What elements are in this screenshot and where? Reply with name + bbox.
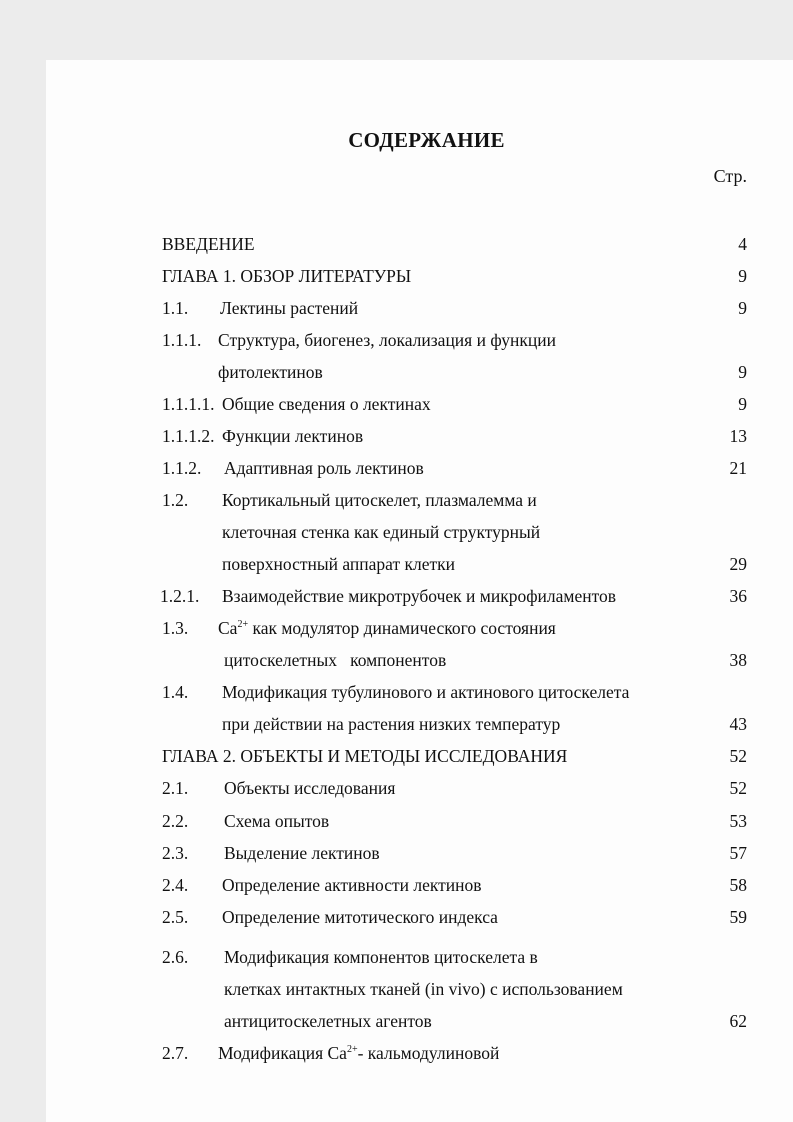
toc-entry [222,522,540,542]
toc-entry-number: 2.6. [162,947,189,967]
toc-entry-text: Адаптивная роль лектинов [224,458,424,478]
toc-entry-text: Модификация тубулинового и актинового цитоскелета [222,682,630,702]
toc-page-number: 9 [738,362,747,382]
toc-entry [224,979,623,999]
toc-entry-number: 1.1.2. [162,458,202,478]
toc-entry-text: цитоскелетных компонентов [224,650,447,670]
toc-entry-text: Модификация компонентов цитоскелета в [224,947,538,967]
toc-page-number: 52 [729,778,747,798]
toc-entry-number: 1.2.1. [160,586,200,606]
toc-entry-text: Взаимодействие микротрубочек и микрофиламентов [222,586,617,606]
page-title: СОДЕРЖАНИЕ [348,128,505,152]
toc-page-number: 36 [729,586,747,606]
toc-page-number: 59 [729,907,747,927]
toc-entry-number: 2.3. [162,843,189,863]
toc-entry-text: при действии на растения низких температур [222,714,561,734]
toc-entry-text: ГЛАВА 1. ОБЗОР ЛИТЕРАТУРЫ [162,266,412,286]
toc-entry [224,1011,432,1031]
toc-entry-text: ГЛАВА 2. ОБЪЕКТЫ И МЕТОДЫ ИССЛЕДОВАНИЯ [162,746,568,766]
toc-page-number: 13 [729,426,747,446]
toc-entry-text: Лектины растений [220,298,359,318]
toc-entry-number: 1.1.1. [162,330,202,350]
toc-entry [222,714,560,734]
toc-entry [162,234,255,254]
toc-entry-text: Структура, биогенез, локализация и функции [218,330,556,350]
toc-entry-text: Кортикальный цитоскелет, плазмалемма и [222,490,537,510]
toc-page-number: 53 [729,811,747,831]
toc-entry-text: клеточная стенка как единый структурный [222,522,541,542]
toc-entry-text: Модификация $Ca^{2+}-$ кальмодулиновой [218,1043,500,1063]
toc-entry-text: $Ca^{2+}$ как модулятор динамического состояния [218,618,556,638]
toc-entry-text: клетках интактных тканей (in vivo) с использованием [224,979,623,999]
toc-entry [218,362,323,382]
toc-page-number: 62 [729,1011,747,1031]
toc-entry [162,746,567,766]
toc-page-number: 57 [729,843,747,863]
toc-entry-text: Общие сведения о лектинах [222,394,431,414]
toc-entry [162,266,411,286]
toc-page-number: 9 [738,394,747,414]
toc-entry-number: 2.1. [162,778,189,798]
toc-page-number: 4 [738,234,747,254]
toc-entry [224,650,446,670]
toc-entry-number: 2.5. [162,907,189,927]
toc-entry-number: 1.1. [162,298,189,318]
toc-page-number: 43 [729,714,747,734]
toc-entry-text: Выделение лектинов [224,843,380,863]
toc-entry-text: ВВЕДЕНИЕ [162,234,255,254]
toc-entry-number: 1.1.1.2. [162,426,215,446]
toc-entry-number: 2.7. [162,1043,189,1063]
toc-entry-number: 1.1.1.1. [162,394,215,414]
toc-page-number: 21 [729,458,747,478]
toc-entry-number: 1.3. [162,618,189,638]
toc-entry-number: 2.4. [162,875,189,895]
toc-page-number: 9 [738,266,747,286]
page-column-header: Стр. [713,166,747,186]
toc-entry-text: Функции лектинов [222,426,364,446]
toc-page-number: 29 [729,554,747,574]
toc-page-number: 58 [729,875,747,895]
toc-entry-number: 1.4. [162,682,189,702]
toc-entry-text: поверхностный аппарат клетки [222,554,456,574]
toc-entry-text: фитолектинов [218,362,323,382]
toc-page-number: 52 [729,746,747,766]
toc-entry-text: Схема опытов [224,811,330,831]
toc-entry-number: 1.2. [162,490,189,510]
toc-entry-text: Определение активности лектинов [222,875,482,895]
toc-page-number: 38 [729,650,747,670]
toc-entry-text: Определение митотического индекса [222,907,498,927]
toc-entry [222,554,455,574]
toc-entry-text: Объекты исследования [224,778,396,798]
toc-entry-number: 2.2. [162,811,189,831]
toc-page-number: 9 [738,298,747,318]
toc-entry-text: антицитоскелетных агентов [224,1011,432,1031]
